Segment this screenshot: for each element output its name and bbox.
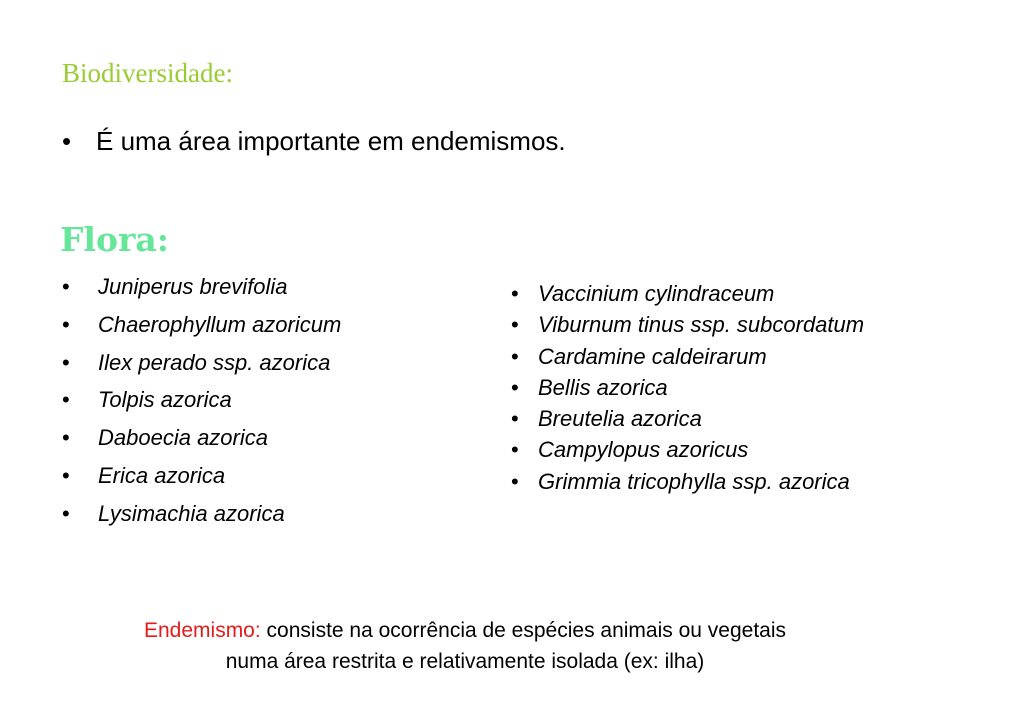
species-name: Ilex perado ssp. azorica (98, 349, 331, 375)
slide-title: Biodiversidade: (62, 58, 233, 88)
endemism-definition (40, 615, 890, 677)
list-item (511, 468, 864, 499)
species-name: Bellis azorica (538, 374, 668, 400)
definition-text-2: numa área restrita e relativamente isolada (ex: ilha) (225, 650, 705, 673)
species-name: Lysimachia azorica (98, 500, 285, 526)
bullet-glyph: • (511, 281, 519, 306)
flora-heading: Flora: (60, 220, 169, 259)
list-item (511, 405, 864, 436)
bullet-glyph: • (62, 500, 70, 526)
species-name: Cardamine caldeirarum (538, 343, 767, 369)
bullet-glyph: • (511, 343, 519, 369)
list-item (62, 386, 341, 424)
bullet-glyph: • (62, 311, 70, 337)
list-item (62, 462, 341, 500)
list-item (62, 500, 341, 538)
species-name: Erica azorica (98, 462, 226, 488)
bullet-glyph: • (511, 374, 519, 400)
bullet-glyph: • (62, 425, 70, 451)
list-item (62, 311, 341, 349)
bullet-glyph: • (511, 468, 519, 494)
species-name: Daboecia azorica (98, 425, 268, 451)
species-name: Breutelia azorica (538, 406, 702, 432)
bullet-glyph: • (62, 274, 70, 299)
list-item (511, 311, 864, 342)
species-list-right (511, 280, 864, 499)
bullet-glyph: • (511, 437, 519, 463)
intro-bullet (62, 126, 566, 157)
species-name: Campylopus azoricus (538, 437, 749, 463)
list-item (511, 280, 864, 311)
list-item (511, 436, 864, 467)
species-name: Viburnum tinus ssp. subcordatum (538, 312, 865, 338)
list-item (511, 374, 864, 405)
species-name: Juniperus brevifolia (98, 274, 288, 299)
list-item (62, 349, 341, 387)
intro-text: É uma área importante em endemismos. (96, 126, 566, 156)
species-name: Grimmia tricophylla ssp. azorica (538, 468, 850, 494)
definition-term: Endemismo: (143, 619, 261, 642)
list-item (62, 424, 341, 462)
species-name: Chaerophyllum azoricum (98, 311, 342, 337)
bullet-glyph: • (62, 462, 70, 488)
bullet-glyph: • (511, 312, 519, 338)
definition-line-1 (40, 615, 890, 646)
list-item (62, 273, 341, 311)
species-name: Vaccinium cylindraceum (538, 281, 775, 306)
bullet-glyph: • (62, 387, 70, 413)
bullet-glyph: • (62, 126, 72, 156)
species-name: Tolpis azorica (98, 387, 232, 413)
bullet-glyph: • (62, 349, 70, 375)
list-item (511, 343, 864, 374)
definition-text-1: consiste na ocorrência de espécies animais ou vegetais (266, 619, 787, 642)
species-list-left (62, 273, 341, 538)
bullet-glyph: • (511, 406, 519, 432)
